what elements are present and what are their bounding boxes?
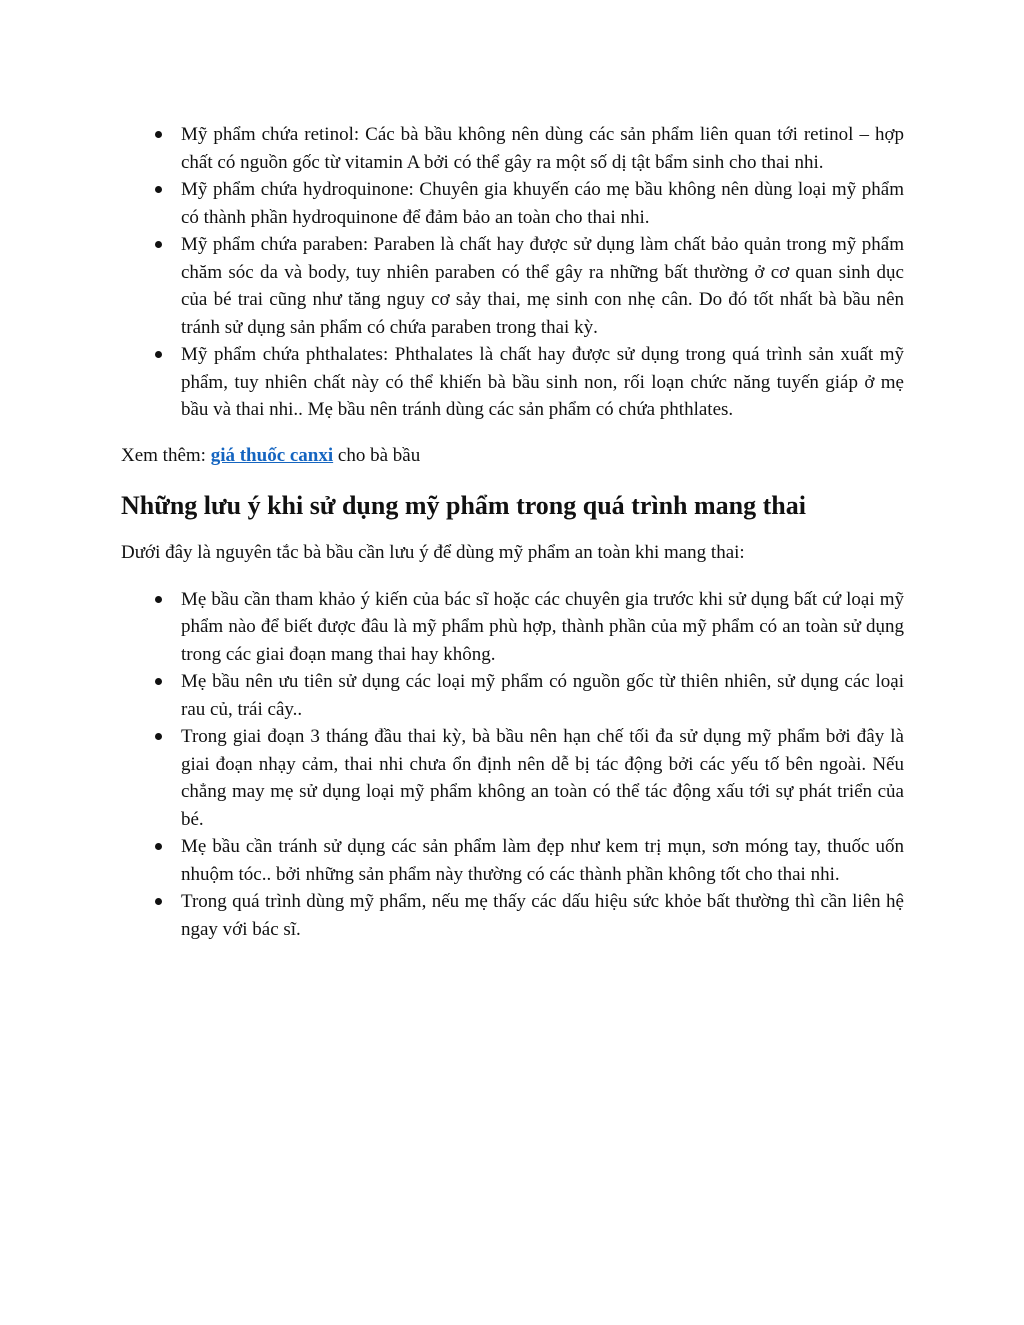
bullet-icon [155, 351, 162, 358]
intro-paragraph: Dưới đây là nguyên tắc bà bầu cần lưu ý để dùng mỹ phẩm an toàn khi mang thai: [121, 542, 745, 563]
list-item [121, 231, 904, 341]
list-item [121, 888, 904, 943]
list-item-text: Mỹ phẩm chứa hydroquinone: Chuyên gia khuyến cáo mẹ bầu không nên dùng loại mỹ phẩm có thành phần hydroquinone để đảm bảo an toàn cho thai nhi. [181, 179, 904, 228]
bullet-icon [155, 131, 162, 138]
list-item [121, 668, 904, 723]
bullet-icon [155, 898, 162, 905]
bullet-icon [155, 186, 162, 193]
bullet-icon [155, 596, 162, 603]
list-item-text: Mẹ bầu cần tránh sử dụng các sản phẩm làm đẹp như kem trị mụn, sơn móng tay, thuốc uốn nhuộm tóc.. bởi những sản phẩm này thường có các thành phần không tốt cho thai nhi. [181, 836, 904, 885]
see-also-prefix: Xem thêm: [121, 444, 211, 466]
list-item-text: Mẹ bầu cần tham khảo ý kiến của bác sĩ hoặc các chuyên gia trước khi sử dụng bất cứ loại mỹ phẩm nào để biết được đâu là mỹ phẩm phù hợp, thành phần của mỹ phẩm có an toàn sử dụng trong các giai đoạn mang thai hay không. [181, 588, 904, 665]
list-item [121, 121, 904, 176]
list-item [121, 341, 904, 424]
see-also-suffix: cho bà bầu [333, 444, 421, 466]
document-content [121, 121, 904, 943]
bullet-icon [155, 241, 162, 248]
list-item-text: Mỹ phẩm chứa retinol: Các bà bầu không nên dùng các sản phẩm liên quan tới retinol – hợp chất có nguồn gốc từ vitamin A bởi có thể gây ra một số dị tật bẩm sinh cho thai nhi. [181, 124, 904, 173]
section-heading: Những lưu ý khi sử dụng mỹ phẩm trong quá trình mang thai [121, 491, 806, 520]
cosmetics-ingredients-list [121, 121, 904, 424]
bullet-icon [155, 678, 162, 685]
list-item [121, 586, 904, 669]
list-item-text: Mẹ bầu nên ưu tiên sử dụng các loại mỹ phẩm có nguồn gốc từ thiên nhiên, sử dụng các loại rau củ, trái cây.. [181, 671, 904, 720]
list-item [121, 723, 904, 833]
list-item-text: Mỹ phẩm chứa phthalates: Phthalates là chất hay được sử dụng trong quá trình sản xuất mỹ phẩm, tuy nhiên chất này có thể khiến bà bầu sinh non, rối loạn chức năng tuyến giáp ở mẹ bầu và thai nhi.. Mẹ bầu nên tránh dùng các sản phẩm có chứa phthlates. [181, 344, 904, 420]
list-item-text: Trong quá trình dùng mỹ phẩm, nếu mẹ thấy các dấu hiệu sức khỏe bất thường thì cần liên hệ ngay với bác sĩ. [181, 891, 904, 940]
bullet-icon [155, 733, 162, 740]
usage-notes-list [121, 586, 904, 944]
list-item [121, 833, 904, 888]
calcium-price-link[interactable]: giá thuốc canxi [210, 444, 334, 466]
bullet-icon [155, 843, 162, 850]
list-item [121, 176, 904, 231]
list-item-text: Mỹ phẩm chứa paraben: Paraben là chất hay được sử dụng làm chất bảo quản trong mỹ phẩm chăm sóc da và body, tuy nhiên paraben có thể gây ra những bất thường ở cơ quan sinh dục của bé trai cũng như tăng nguy cơ sảy thai, mẹ sinh con nhẹ cân. Do đó tốt nhất bà bầu nên tránh sử dụng sản phẩm có chứa paraben trong thai kỳ. [181, 234, 904, 338]
see-also-line [121, 442, 904, 470]
list-item-text: Trong giai đoạn 3 tháng đầu thai kỳ, bà bầu nên hạn chế tối đa sử dụng mỹ phẩm bởi đây là giai đoạn nhạy cảm, thai nhi chưa ổn định nên dễ bị tác động bởi các yếu tố bên ngoài. Nếu chẳng may mẹ sử dụng loại mỹ phẩm không an toàn có thể tác động xấu tới sự phát triển của bé. [181, 726, 904, 830]
